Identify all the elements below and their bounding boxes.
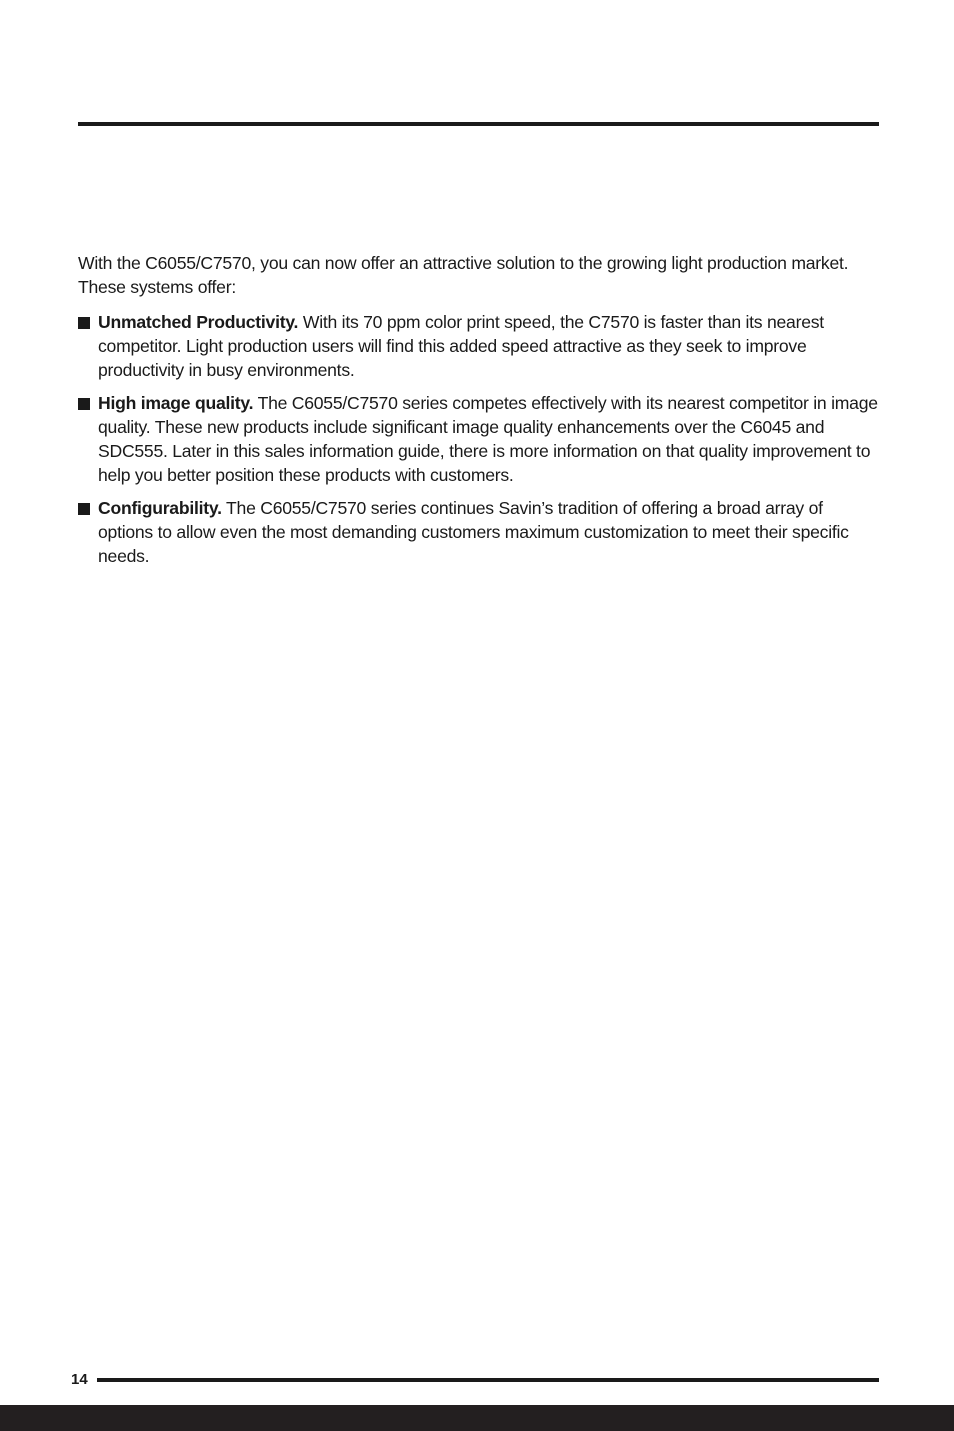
- square-bullet-icon: [78, 317, 90, 329]
- bullet-title: High image quality.: [98, 393, 254, 413]
- footer-rule: [97, 1378, 879, 1382]
- square-bullet-icon: [78, 398, 90, 410]
- document-body: [78, 251, 878, 577]
- page-number: 14: [71, 1371, 88, 1388]
- intro-paragraph: With the C6055/C7570, you can now offer an attractive solution to the growing light production market. These systems offer:: [78, 253, 849, 297]
- bullet-text: The C6055/C7570 series competes effectively with its nearest competitor in image quality. These new products include significant image quality enhancements over the C6045 and SDC555. Later in this sales information guide, there is more information on that quality improvement to help you better position these products with customers.: [98, 393, 878, 485]
- header-rule: [78, 122, 879, 126]
- bullet-text: With its 70 ppm color print speed, the C7570 is faster than its nearest competitor. Light production users will find this added speed attractive as they seek to improve productivity in busy environments.: [98, 312, 824, 380]
- square-bullet-icon: [78, 503, 90, 515]
- bullet-item-productivity: [78, 310, 878, 382]
- bullet-text: The C6055/C7570 series continues Savin’s tradition of offering a broad array of options to allow even the most demanding customers maximum customization to meet their specific needs.: [98, 498, 849, 566]
- bullet-title: Unmatched Productivity.: [98, 312, 299, 332]
- bullet-title: Configurability.: [98, 498, 222, 518]
- bullet-item-configurability: [78, 496, 878, 568]
- bullet-item-image-quality: [78, 391, 878, 487]
- bottom-bar: [0, 1405, 954, 1431]
